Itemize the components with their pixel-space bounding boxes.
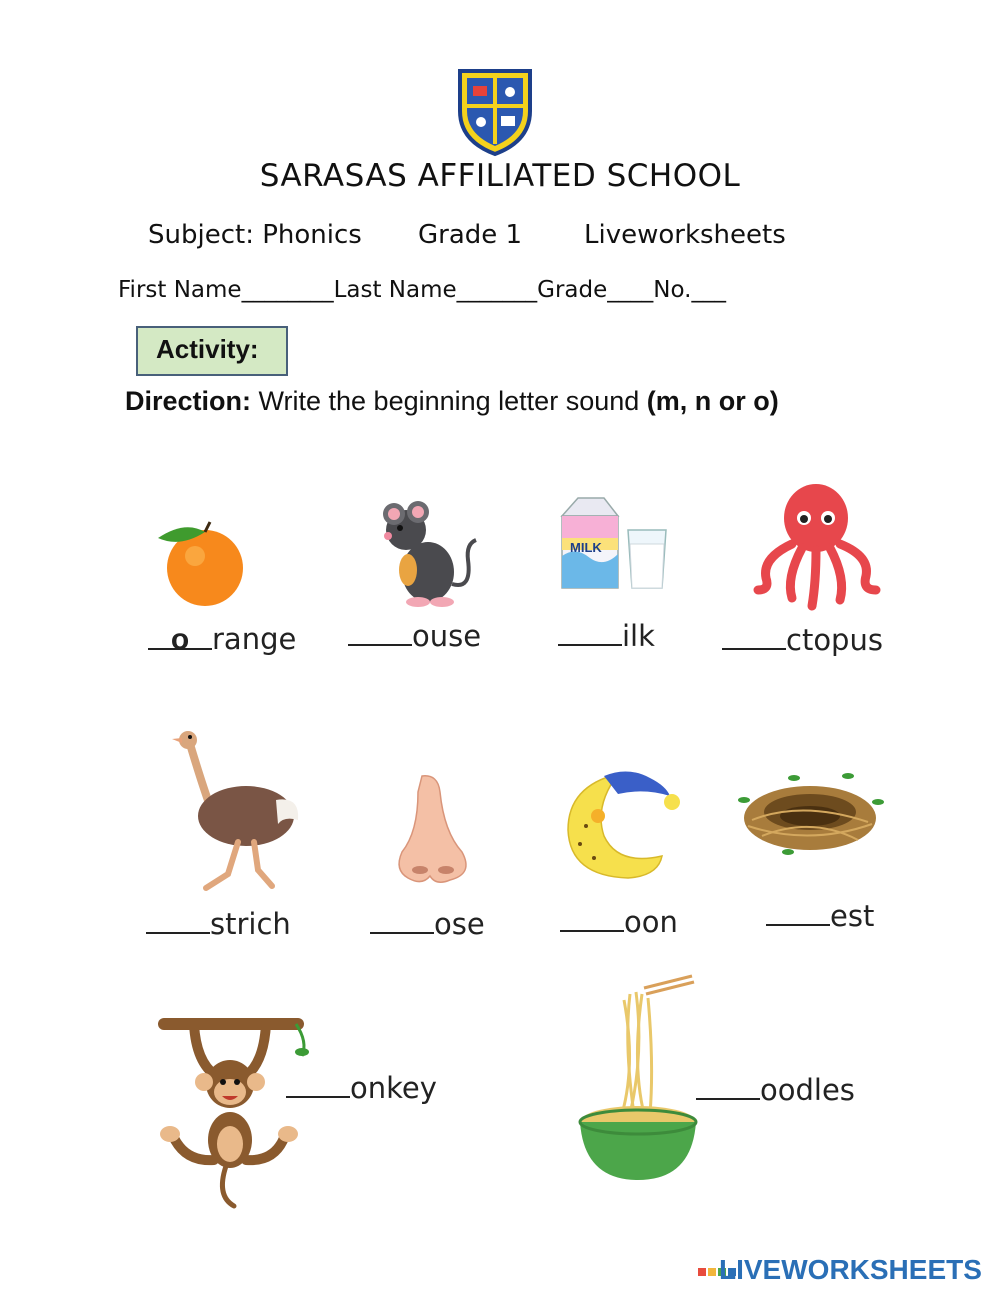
answer-blank[interactable] [370, 906, 434, 934]
answer-blank[interactable] [696, 1072, 760, 1100]
word-suffix: ilk [622, 619, 655, 653]
nose-icon [392, 772, 472, 890]
word-suffix: ose [434, 907, 485, 941]
school-name: SARASAS AFFILIATED SCHOOL [259, 158, 741, 194]
word-item-4 [722, 622, 883, 657]
answer-blank[interactable] [146, 906, 210, 934]
answer-blank[interactable] [560, 904, 624, 932]
word-item-3 [558, 618, 655, 653]
word-item-8 [766, 898, 874, 933]
word-suffix: ctopus [786, 623, 883, 657]
subject-label: Subject: Phonics [148, 220, 362, 250]
activity-label: Activity: [136, 326, 288, 376]
word-suffix: oodles [760, 1073, 855, 1107]
word-suffix: strich [210, 907, 291, 941]
answer-blank[interactable] [558, 618, 622, 646]
answer-blank[interactable] [766, 898, 830, 926]
noodles-icon [574, 974, 704, 1186]
word-item-1 [148, 622, 296, 656]
word-item-6 [370, 906, 485, 941]
orange-icon [150, 518, 250, 608]
direction-label: Direction: [125, 386, 252, 416]
ostrich-icon [168, 724, 303, 894]
logo-mark-icon [697, 1267, 719, 1277]
direction-text: Write the beginning letter sound [251, 386, 647, 416]
direction-line [125, 386, 779, 417]
mouse-icon [368, 500, 478, 610]
word-suffix: oon [624, 905, 678, 939]
monkey-icon [156, 1012, 316, 1212]
name-fields-line: First Name________Last Name_______Grade____No.___ [118, 277, 726, 303]
word-suffix: range [212, 622, 297, 656]
word-suffix: ouse [412, 619, 482, 653]
octopus-icon [752, 478, 882, 613]
word-item-9 [286, 1070, 437, 1105]
milk-icon [556, 494, 676, 594]
school-crest-logo [455, 66, 535, 156]
answer-blank[interactable] [148, 622, 212, 656]
logo-text: LIVEWORKSHEETS [719, 1254, 982, 1285]
milk-carton-label: MILK [570, 540, 602, 555]
word-suffix: onkey [350, 1071, 437, 1105]
nest-icon [732, 770, 887, 860]
grade-label: Grade 1 [418, 220, 523, 250]
answer-blank[interactable] [722, 622, 786, 650]
answer-blank[interactable] [286, 1070, 350, 1098]
answer-text: o [170, 623, 190, 656]
liveworksheets-logo [697, 1254, 982, 1286]
direction-letters: (m, n or o) [646, 386, 779, 416]
word-item-10 [696, 1072, 855, 1107]
word-item-2 [348, 618, 481, 653]
answer-blank[interactable] [348, 618, 412, 646]
word-suffix: est [830, 899, 875, 933]
site-label: Liveworksheets [584, 220, 786, 250]
moon-icon [558, 766, 688, 884]
word-item-7 [560, 904, 678, 939]
word-item-5 [146, 906, 291, 941]
